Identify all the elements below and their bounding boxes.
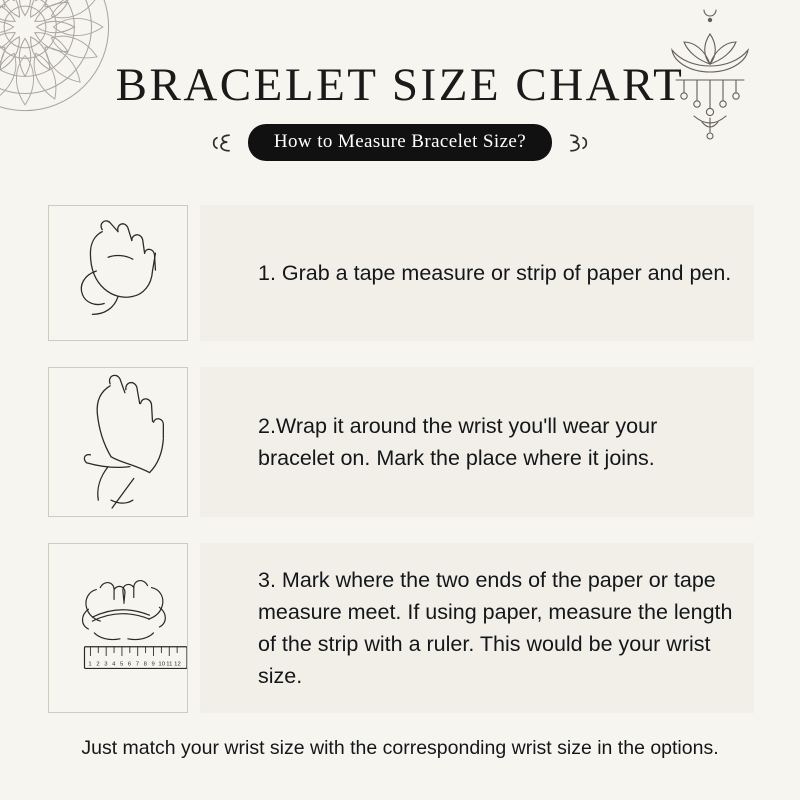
svg-text:5: 5 [119,661,124,668]
flourish-ornament-left [210,130,236,156]
svg-text:9: 9 [151,661,155,668]
steps-list [48,205,754,739]
subtitle-pill: How to Measure Bracelet Size? [248,124,552,161]
svg-text:1: 1 [88,661,92,668]
step-text: 1. Grab a tape measure or strip of paper and pen. [258,260,732,285]
footer-note: Just match your wrist size with the corresponding wrist size in the options. [81,737,719,759]
hand-with-tape-around-wrist-illustration [48,367,188,517]
subtitle-row [0,124,800,161]
svg-text:10: 10 [158,661,165,668]
step-text: 3. Mark where the two ends of the paper or tape measure meet. If using paper, measure the length of the strip with a ruler. This would be your wrist size. [258,567,733,689]
svg-text:7: 7 [135,661,140,668]
list-item [48,543,754,713]
svg-text:6: 6 [127,661,132,668]
svg-text:12: 12 [174,661,181,668]
step-text: 2.Wrap it around the wrist you'll wear your bracelet on. Mark the place where it joins. [258,413,658,470]
flourish-ornament-right [564,130,590,156]
list-item [48,367,754,517]
list-item [48,205,754,341]
svg-text:2: 2 [96,661,100,668]
svg-text:11: 11 [166,661,173,668]
hand-fist-illustration [48,205,188,341]
page-title: BRACELET SIZE CHART [115,59,685,111]
svg-text:3: 3 [104,661,108,668]
hands-measuring-strip-with-ruler-illustration [48,543,188,713]
svg-text:8: 8 [143,661,147,668]
svg-text:4: 4 [112,661,116,668]
